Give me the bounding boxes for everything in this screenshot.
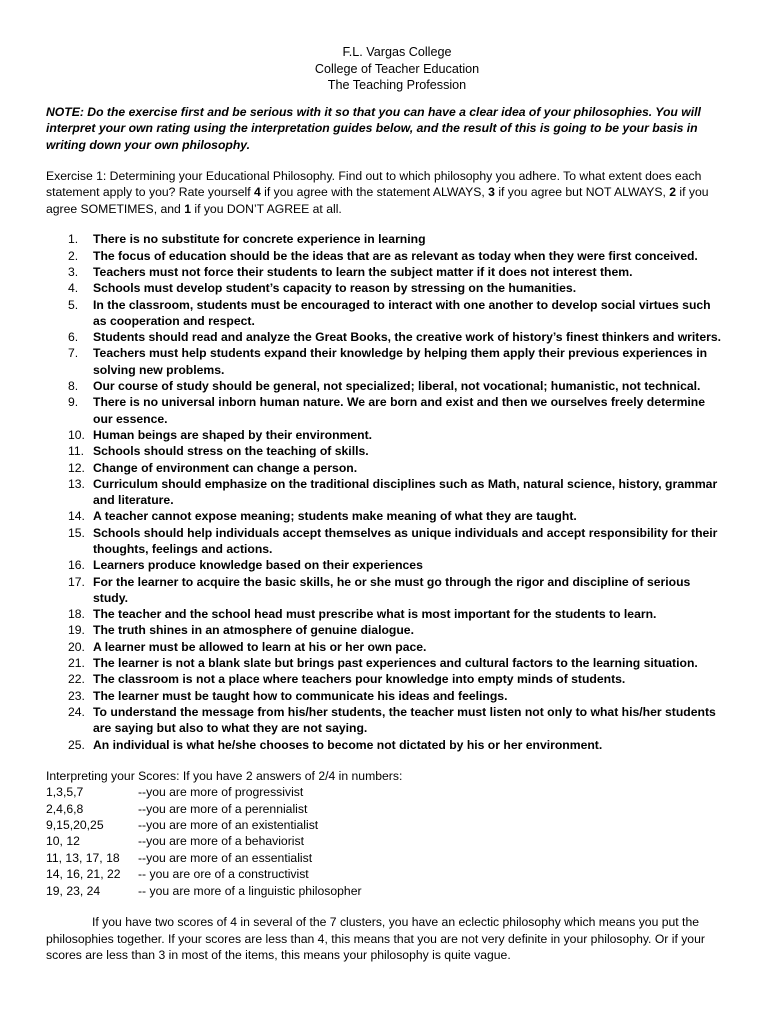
document-page: [46, 44, 726, 964]
statement-item: [46, 264, 726, 280]
rating-1: 1: [184, 201, 191, 216]
statement-item: [46, 280, 726, 296]
statement-item: [46, 460, 726, 476]
statement-text: There is no universal inborn human nature. We are born and exist and then we ourselves freely determine our essence.: [93, 395, 706, 426]
statement-text: There is no substitute for concrete experience in learning: [93, 232, 426, 247]
statement-number: 21.: [68, 656, 85, 671]
statement-text: Teachers must not force their students to learn the subject matter if it does not interest them.: [93, 264, 633, 279]
statement-text: Teachers must help students expand their knowledge by helping them apply their previous experiences in solving new problems.: [93, 346, 708, 377]
rating-4: 4: [253, 185, 261, 200]
statement-text: A teacher cannot expose meaning; students make meaning of what they are taught.: [93, 509, 577, 524]
statement-text: The learner is not a blank slate but brings past experiences and cultural factors to the learning situation.: [93, 656, 698, 671]
cluster-result: -- you are ore of a constructivist: [138, 867, 309, 882]
statement-item: [46, 248, 726, 264]
cluster-result: --you are more of a perennialist: [138, 801, 308, 816]
statement-item: [46, 622, 726, 638]
statement-number: 13.: [68, 476, 85, 491]
statement-item: [46, 737, 726, 753]
interpretation-row: [46, 850, 726, 866]
statement-text: Curriculum should emphasize on the traditional disciplines such as Math, natural science, history, grammar and literature.: [93, 476, 718, 508]
cluster-numbers: 14, 16, 21, 22: [46, 867, 121, 882]
rating-1-text: if you DON’T AGREE at all.: [190, 201, 342, 216]
statement-text: Schools should stress on the teaching of skills.: [93, 444, 369, 459]
document-header: [68, 44, 726, 94]
interpretation-heading: Interpreting your Scores: If you have 2 answers of 2/4 in numbers:: [46, 768, 403, 783]
statement-item: [46, 329, 726, 345]
cluster-numbers: 9,15,20,25: [46, 818, 104, 833]
statement-list: [46, 231, 726, 753]
interpretation-row: [46, 784, 726, 800]
interpretation-row: [46, 883, 726, 899]
statement-number: 19.: [68, 623, 85, 638]
statement-number: 23.: [68, 688, 85, 703]
statement-item: [46, 476, 726, 509]
statement-number: 17.: [68, 574, 85, 589]
statement-text: A learner must be allowed to learn at his or her own pace.: [93, 639, 427, 654]
statement-text: Schools must develop student’s capacity to reason by stressing on the humanities.: [93, 281, 577, 296]
statement-item: [46, 671, 726, 687]
exercise-instructions: [46, 168, 726, 218]
exercise-text: Exercise 1: Determining your Educational Philosophy. Find out to which philosophy you adhere. To what extent does each statement apply to you? Rate yourself: [46, 168, 702, 200]
statement-number: 7.: [68, 346, 79, 361]
rating-3: 3: [488, 185, 495, 200]
statement-item: [46, 297, 726, 330]
statement-item: [46, 688, 726, 704]
statement-item: [46, 655, 726, 671]
statement-number: 2.: [68, 248, 79, 263]
cluster-result: --you are more of a behaviorist: [138, 834, 304, 849]
statement-text: Schools should help individuals accept themselves as unique individuals and accept responsibility for their thoughts, feelings and actions.: [93, 525, 718, 556]
statement-item: [46, 557, 726, 573]
rating-2: 2: [669, 185, 677, 200]
statement-text: To understand the message from his/her students, the teacher must listen not only to what his/her students are saying but also to what they are not saying.: [93, 704, 716, 736]
college-name: F.L. Vargas College: [342, 45, 452, 59]
statement-text: Learners produce knowledge based on their experiences: [93, 558, 423, 573]
interpretation-row: [46, 801, 726, 817]
course-title: The Teaching Profession: [327, 78, 467, 93]
statement-number: 4.: [68, 281, 79, 296]
statement-number: 8.: [68, 379, 79, 394]
cluster-result: --you are more of an essentialist: [138, 850, 313, 865]
statement-number: 20.: [68, 639, 85, 654]
statement-number: 18.: [68, 607, 85, 622]
cluster-numbers: 2,4,6,8: [46, 801, 84, 816]
statement-number: 9.: [68, 395, 79, 410]
statement-item: [46, 427, 726, 443]
statement-text: The classroom is not a place where teachers pour knowledge into empty minds of students.: [93, 672, 626, 687]
statement-text: The teacher and the school head must prescribe what is most important for the students to learn.: [93, 607, 657, 622]
rating-3-text: if you agree but NOT ALWAYS,: [494, 185, 670, 200]
cluster-numbers: 11, 13, 17, 18: [46, 850, 120, 865]
statement-item: [46, 574, 726, 607]
statement-number: 10.: [68, 427, 85, 442]
statement-item: [46, 443, 726, 459]
statement-text: The focus of education should be the ideas that are as relevant as today when they were first conceived.: [93, 248, 698, 263]
statement-item: [46, 345, 726, 378]
statement-text: Our course of study should be general, not specialized; liberal, not vocational; humanistic, not technical.: [93, 379, 701, 394]
statement-text: Change of environment can change a person.: [93, 460, 358, 475]
statement-text: Students should read and analyze the Great Books, the creative work of history’s finest thinkers and writers.: [93, 330, 722, 345]
statement-item: [46, 231, 726, 247]
closing-paragraph: If you have two scores of 4 in several of the 7 clusters, you have an eclectic philosophy which means you put the philosophies together. If your scores are less than 4, this means that you are not very definite in your philosophy. Or if your scores are less than 3 in most of the items, this means your philosophy is quite vague.: [46, 915, 705, 963]
statement-number: 6.: [68, 330, 79, 345]
statement-item: [46, 525, 726, 558]
cluster-numbers: 19, 23, 24: [46, 883, 101, 898]
statement-number: 11.: [68, 444, 85, 459]
statement-item: [46, 378, 726, 394]
instruction-note: NOTE: Do the exercise first and be serious with it so that you can have a clear idea of your philosophies. You will interpret your own rating using the interpretation guides below, and the result of this is going to be your basis in writing down your own philosophy.: [46, 104, 701, 152]
statement-number: 16.: [68, 558, 85, 573]
statement-number: 5.: [68, 297, 79, 312]
statement-number: 24.: [68, 704, 85, 719]
statement-text: In the classroom, students must be encouraged to interact with one another to develop social virtues such as cooperation and respect.: [93, 297, 711, 328]
department-name: College of Teacher Education: [314, 61, 480, 76]
statement-item: [46, 639, 726, 655]
interpretation-row: [46, 866, 726, 882]
statement-text: The truth shines in an atmosphere of genuine dialogue.: [93, 623, 414, 638]
interpretation-row: [46, 817, 726, 833]
statement-number: 15.: [68, 525, 85, 540]
cluster-numbers: 10, 12: [46, 834, 80, 849]
interpretation-table: [46, 784, 726, 899]
statement-item: [46, 508, 726, 524]
statement-item: [46, 394, 726, 427]
statement-number: 1.: [68, 232, 79, 247]
cluster-numbers: 1,3,5,7: [46, 785, 84, 800]
cluster-result: -- you are more of a linguistic philosopher: [138, 883, 362, 898]
statement-item: [46, 704, 726, 737]
statement-text: An individual is what he/she chooses to become not dictated by his or her environment.: [93, 737, 603, 752]
statement-text: Human beings are shaped by their environment.: [93, 427, 373, 442]
statement-number: 3.: [68, 264, 79, 279]
cluster-result: --you are more of progressivist: [138, 785, 304, 800]
statement-number: 12.: [68, 460, 85, 475]
rating-4-text: if you agree with the statement ALWAYS,: [260, 185, 489, 200]
statement-text: The learner must be taught how to communicate his ideas and feelings.: [93, 688, 508, 703]
statement-number: 25.: [68, 737, 85, 752]
statement-text: For the learner to acquire the basic skills, he or she must go through the rigor and discipline of serious study.: [93, 574, 691, 605]
cluster-result: --you are more of an existentialist: [138, 818, 319, 833]
statement-number: 22.: [68, 672, 85, 687]
statement-number: 14.: [68, 509, 85, 524]
interpretation-row: [46, 833, 726, 849]
rating-2-text: if you agree SOMETIMES, and: [46, 185, 709, 216]
statement-item: [46, 606, 726, 622]
